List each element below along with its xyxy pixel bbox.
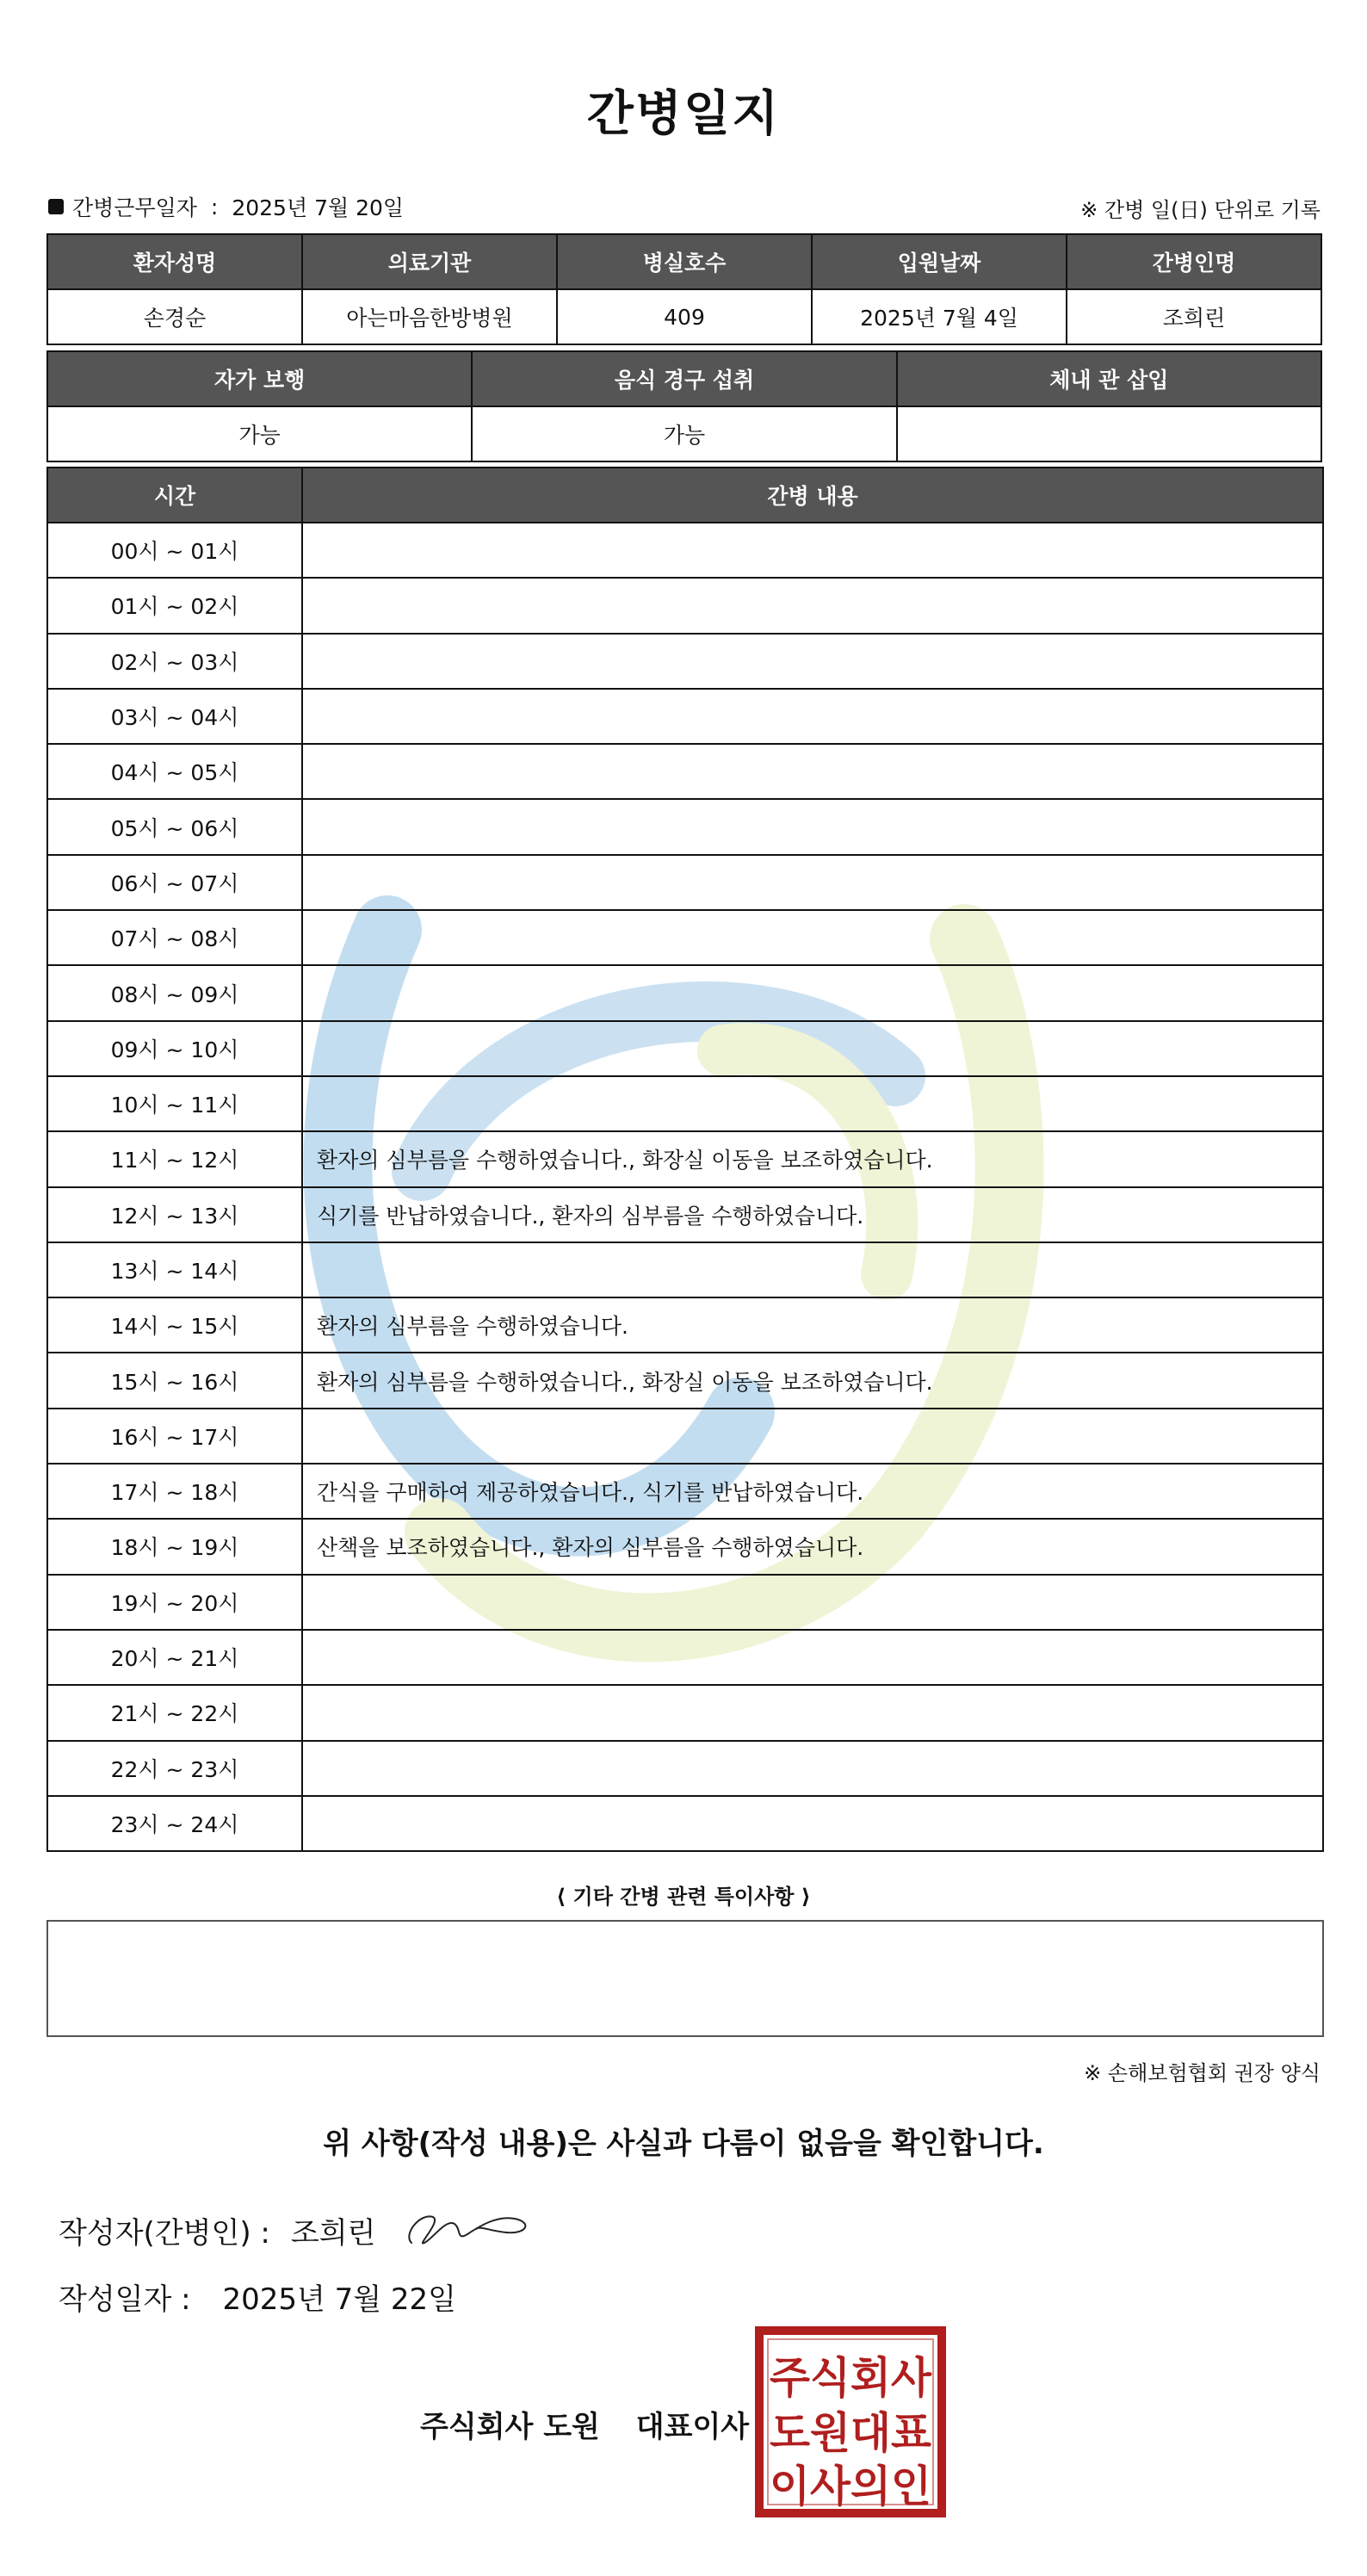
- log-content-cell: [302, 1741, 1323, 1796]
- header-hospital: 의료기관: [302, 234, 557, 289]
- table-row: [47, 1297, 1323, 1353]
- log-content-cell: [302, 799, 1323, 854]
- writer-row: [59, 2209, 375, 2251]
- log-content-cell: [302, 689, 1323, 744]
- writer-label: 작성자(간병인) :: [59, 2216, 270, 2251]
- log-time-cell: 19시 ~ 20시: [47, 1575, 302, 1630]
- self-walking-value: 가능: [47, 406, 472, 461]
- caregiver-name-value: 조희린: [1067, 289, 1321, 344]
- log-time-cell: 23시 ~ 24시: [47, 1796, 302, 1851]
- table-row: [47, 1630, 1323, 1685]
- header-patient-name: 환자성명: [47, 234, 302, 289]
- table-row: [47, 1796, 1323, 1851]
- company-name: 주식회사 도원: [420, 2410, 600, 2444]
- log-content-cell: [302, 578, 1323, 633]
- header-oral-intake: 음식 경구 섭취: [472, 351, 896, 406]
- log-content-cell: 식기를 반납하였습니다., 환자의 심부름을 수행하였습니다.: [302, 1187, 1323, 1242]
- header-room-number: 병실호수: [557, 234, 812, 289]
- company-signature-line: [420, 2403, 749, 2445]
- table-row: [47, 1076, 1323, 1131]
- patient-info-table: [46, 233, 1322, 345]
- header-caregiver-name: 간병인명: [1067, 234, 1321, 289]
- log-table-body: [47, 523, 1323, 1851]
- log-time-cell: 12시 ~ 13시: [47, 1187, 302, 1242]
- log-time-cell: 01시 ~ 02시: [47, 578, 302, 633]
- log-content-cell: [302, 965, 1323, 1020]
- table-row: [47, 855, 1323, 910]
- table-header-row: [47, 468, 1323, 523]
- table-row: [47, 1409, 1323, 1464]
- written-date-label: 작성일자 :: [59, 2282, 191, 2317]
- signature-image: [394, 2200, 541, 2251]
- log-content-cell: [302, 744, 1323, 799]
- table-row: [47, 578, 1323, 633]
- recommended-form-note: ※ 손해보험협회 권장 양식: [1084, 2061, 1321, 2085]
- log-content-cell: [302, 1021, 1323, 1076]
- table-header-row: [47, 351, 1321, 406]
- written-date-value: 2025년 7월 22일: [222, 2282, 457, 2317]
- table-row: [47, 1575, 1323, 1630]
- log-time-cell: 07시 ~ 08시: [47, 910, 302, 965]
- header-self-walking: 자가 보행: [47, 351, 472, 406]
- table-row: [47, 1741, 1323, 1796]
- log-time-cell: 18시 ~ 19시: [47, 1519, 302, 1574]
- log-content-cell: [302, 910, 1323, 965]
- log-time-cell: 14시 ~ 15시: [47, 1297, 302, 1353]
- table-row: [47, 1021, 1323, 1076]
- table-row: [47, 1131, 1323, 1186]
- log-content-cell: [302, 1796, 1323, 1851]
- table-row: [47, 910, 1323, 965]
- table-row: [47, 523, 1323, 578]
- log-content-cell: [302, 523, 1323, 578]
- seal-text-line: 이사의인: [770, 2461, 931, 2511]
- seal-text-line: 주식회사: [770, 2353, 932, 2403]
- log-content-cell: 환자의 심부름을 수행하였습니다., 화장실 이동을 보조하였습니다.: [302, 1131, 1323, 1186]
- work-date-label: 간병근무일자: [72, 195, 197, 220]
- work-date-row: [48, 191, 404, 222]
- log-time-cell: 04시 ~ 05시: [47, 744, 302, 799]
- patient-status-table: [46, 350, 1322, 462]
- log-time-cell: 15시 ~ 16시: [47, 1353, 302, 1408]
- special-notes-box: [46, 1920, 1324, 2037]
- table-row: [47, 965, 1323, 1020]
- table-row: [47, 1464, 1323, 1519]
- table-row: [47, 744, 1323, 799]
- work-date-separator: :: [210, 194, 219, 220]
- special-notes-title: ⟨ 기타 간병 관련 특이사항 ⟩: [556, 1885, 811, 1909]
- log-content-cell: [302, 1685, 1323, 1740]
- log-content-cell: [302, 1630, 1323, 1685]
- log-time-cell: 09시 ~ 10시: [47, 1021, 302, 1076]
- table-row: [47, 1242, 1323, 1297]
- log-time-cell: 21시 ~ 22시: [47, 1685, 302, 1740]
- log-content-cell: [302, 1076, 1323, 1131]
- table-row: [47, 1187, 1323, 1242]
- table-row: [47, 406, 1321, 461]
- log-content-cell: 환자의 심부름을 수행하였습니다.: [302, 1297, 1323, 1353]
- header-time: 시간: [47, 468, 302, 523]
- log-content-cell: [302, 634, 1323, 689]
- ceo-title: 대표이사: [635, 2410, 750, 2444]
- confirmation-statement: 위 사항(작성 내용)은 사실과 다름이 없음을 확인합니다.: [323, 2127, 1044, 2161]
- log-time-cell: 03시 ~ 04시: [47, 689, 302, 744]
- log-time-cell: 10시 ~ 11시: [47, 1076, 302, 1131]
- table-row: [47, 1685, 1323, 1740]
- hospital-value: 아는마음한방병원: [302, 289, 557, 344]
- record-unit-note: ※ 간병 일(日) 단위로 기록: [1080, 198, 1321, 222]
- log-content-cell: [302, 1575, 1323, 1630]
- company-seal-stamp: [754, 2325, 947, 2518]
- log-time-cell: 11시 ~ 12시: [47, 1131, 302, 1186]
- log-content-cell: [302, 1409, 1323, 1464]
- patient-name-value: 손경순: [47, 289, 302, 344]
- table-row: [47, 289, 1321, 344]
- table-row: [47, 799, 1323, 854]
- table-row: [47, 1353, 1323, 1408]
- tube-insertion-value: [897, 406, 1321, 461]
- header-tube-insertion: 체내 관 삽입: [897, 351, 1321, 406]
- log-content-cell: [302, 1242, 1323, 1297]
- log-time-cell: 13시 ~ 14시: [47, 1242, 302, 1297]
- log-time-cell: 17시 ~ 18시: [47, 1464, 302, 1519]
- log-time-cell: 08시 ~ 09시: [47, 965, 302, 1020]
- table-header-row: [47, 234, 1321, 289]
- document-title: 간병일지: [586, 86, 781, 142]
- log-time-cell: 22시 ~ 23시: [47, 1741, 302, 1796]
- log-time-cell: 20시 ~ 21시: [47, 1630, 302, 1685]
- table-row: [47, 1519, 1323, 1574]
- hourly-care-log-table: [46, 467, 1324, 1852]
- log-time-cell: 02시 ~ 03시: [47, 634, 302, 689]
- work-date-value: 2025년 7월 20일: [232, 195, 405, 220]
- log-content-cell: [302, 855, 1323, 910]
- log-time-cell: 16시 ~ 17시: [47, 1409, 302, 1464]
- admission-date-value: 2025년 7월 4일: [812, 289, 1067, 344]
- log-content-cell: 환자의 심부름을 수행하였습니다., 화장실 이동을 보조하였습니다.: [302, 1353, 1323, 1408]
- log-content-cell: 산책을 보조하였습니다., 환자의 심부름을 수행하였습니다.: [302, 1519, 1323, 1574]
- seal-text-line: 도원대표: [770, 2408, 932, 2458]
- bullet-square-icon: [48, 199, 64, 214]
- log-time-cell: 05시 ~ 06시: [47, 799, 302, 854]
- log-content-cell: 간식을 구매하여 제공하였습니다., 식기를 반납하였습니다.: [302, 1464, 1323, 1519]
- writer-name: 조희린: [290, 2216, 376, 2251]
- header-admission-date: 입원날짜: [812, 234, 1067, 289]
- log-time-cell: 00시 ~ 01시: [47, 523, 302, 578]
- oral-intake-value: 가능: [472, 406, 896, 461]
- written-date-row: [59, 2276, 456, 2318]
- table-row: [47, 634, 1323, 689]
- header-care-content: 간병 내용: [302, 468, 1323, 523]
- table-row: [47, 689, 1323, 744]
- log-time-cell: 06시 ~ 07시: [47, 855, 302, 910]
- room-number-value: 409: [557, 289, 812, 344]
